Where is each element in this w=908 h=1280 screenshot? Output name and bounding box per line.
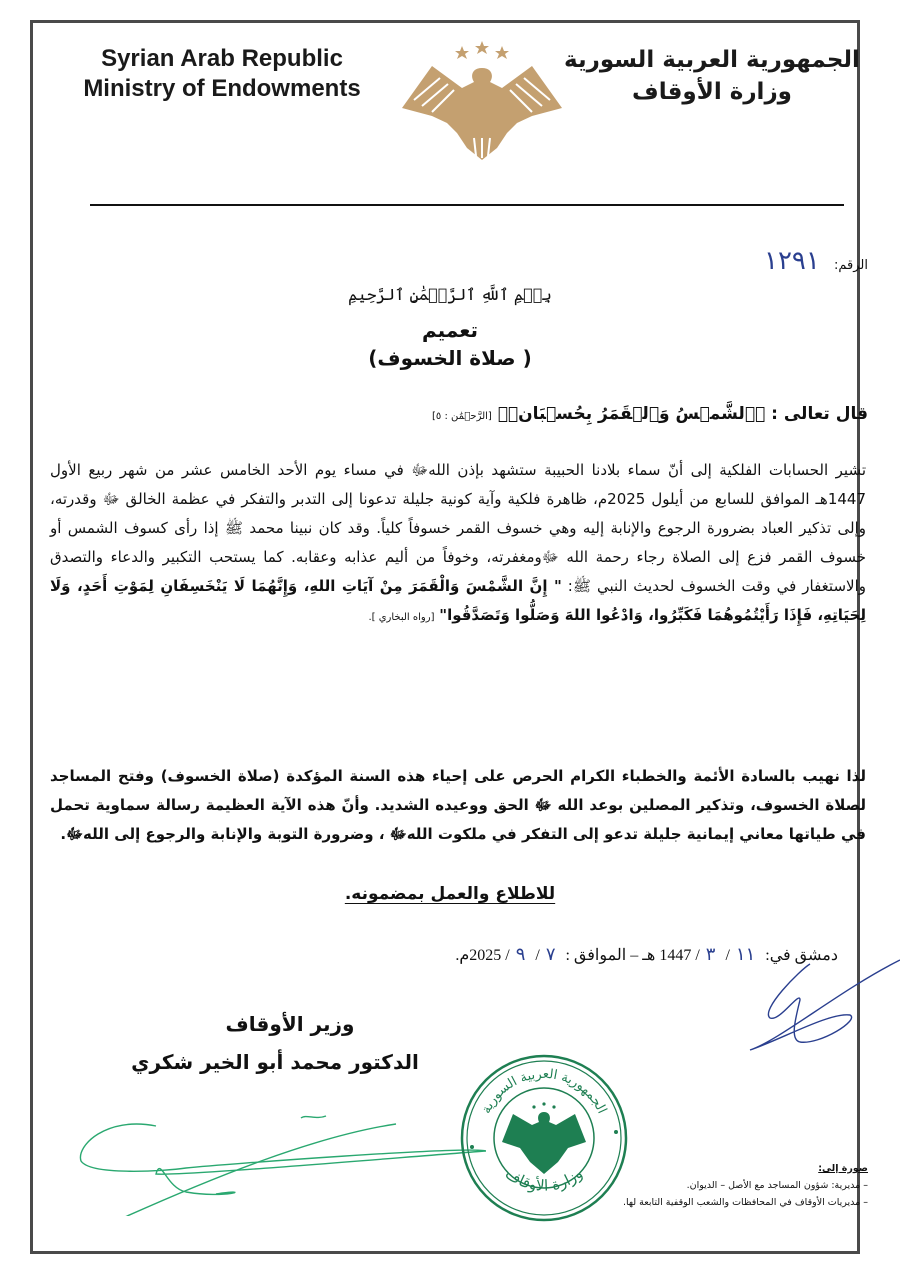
star-icon xyxy=(455,46,469,59)
carbon-copy-list xyxy=(623,1160,868,1211)
hijri-month: ٣ xyxy=(705,944,716,965)
gregorian-day: ٧ xyxy=(545,944,556,965)
gregorian-month: ٩ xyxy=(515,944,526,965)
handwritten-signature-blue xyxy=(740,950,900,1060)
paragraph-text: تشير الحسابات الفلكية إلى أنّ سماء بلادنا الحبيبة ستشهد بإذن اللهﷻ في مساء يوم الأحد الخامس عشر من شهر ربيع الأول 1447هـ الموافق للسابع من أيلول 2025م، ظاهرة فلكية وآية كونية جليلة تدعونا إلى التدبر والتفكر في عظمة الخالق ﷻ وقدرته، وإلى تذكير العباد بضرورة الرجوع والإنابة إليه وهي خسوف القمر خسوفاً كلياً. وقد كان نبينا محمد ﷺ إذا رأى كسوف الشمس أو خسوف القمر فزع إلى الصلاة رجاء رحمة الله ﷻومغفرته، وخوفاً من أليم عذابه وعقابه. كما يستحب التكبير والدعاء والتصدق والاستغفار في وقت الخسوف لحديث النبي ﷺ: xyxy=(50,461,866,595)
document-title: تعميم xyxy=(421,318,479,342)
star-icon xyxy=(495,46,509,59)
cc-item: – مديريات الأوقاف في المحافظات والشعب الوقفية التابعة لها. xyxy=(622,1197,868,1208)
verse-text: ﴿ٱلشَّمۡسُ وَٱلۡقَمَرُ بِحُسۡبَانٖ﴾ xyxy=(497,404,766,424)
date-separator: – الموافق : xyxy=(565,947,639,964)
hadith-quote: " إِنَّ الشَّمْسَ وَالْقَمَرَ مِنْ آيَاتِ اللهِ، وَإِنَّهُمَا لَا يَنْخَسِفَانِ لِمَوْتِ أَحَدٍ، وَلَا لِحَيَاتِهِ، فَإِذَا رَأَيْتُمُوهُمَا فَكَبِّرُوا، وَادْعُوا اللهَ وَصَلُّوا وَتَصَدَّقُوا" xyxy=(50,577,866,624)
svg-text:الجمهورية العربية السورية xyxy=(479,1067,609,1116)
ministry-seal-stamp xyxy=(458,1052,630,1224)
verse-intro: قال تعالى : xyxy=(771,404,868,424)
date-prefix: دمشق في: xyxy=(765,947,838,964)
handwritten-signature-green xyxy=(66,1096,486,1216)
golden-eagle-emblem-icon xyxy=(392,38,572,163)
document-subtitle: ( صلاة الخسوف) xyxy=(368,346,532,370)
date-line: دمشق في: ١١/ ٣/ 1447 هـ – الموافق : ٧/ ٩/ 2025م. xyxy=(455,944,838,965)
reference-value: ١٢٩١ xyxy=(764,246,820,276)
closing-line: للاطلاع والعمل بمضمونه. xyxy=(344,884,556,904)
basmala: بِسۡمِ ٱللَّهِ ٱلرَّحۡمَٰنِ ٱلرَّحِيمِ xyxy=(348,285,552,304)
hijri-day: ١١ xyxy=(735,944,756,965)
quran-verse xyxy=(268,404,868,424)
seal-top-text: الجمهورية العربية السورية xyxy=(478,1066,610,1117)
paragraph-instructions: لذا نهيب بالسادة الأئمة والخطباء الكرام الحرص على إحياء هذه السنة المؤكدة (صلاة الخسوف) وفتح المساجد لصلاة الخسوف، وتذكير المصلين بوعد الله ﷻ الحق ووعيده الشديد. وأنّ هذه الآية العظيمة رسالة سماوية تحمل في طياتها معاني إيمانية جليلة تدعو إلى التفكر في ملكوت اللهﷻ ، وضرورة التوبة والإنابة والرجوع إلى اللهﷻ. xyxy=(50,767,866,843)
seal-bottom-text: وزارة الأوقاف xyxy=(502,1164,586,1195)
arabic-letterhead xyxy=(552,44,872,108)
english-ministry-name: Ministry of Endowments xyxy=(83,75,361,102)
cc-title: صورة إلى: xyxy=(818,1163,868,1174)
signatory-name: الدكتور محمد أبو الخير شكري xyxy=(131,1050,419,1074)
cc-item: – مديرية: شؤون المساجد مع الأصل – الديوان. xyxy=(686,1180,868,1191)
reference-label: الرقم: xyxy=(834,258,868,273)
signatory-title: وزير الأوقاف xyxy=(225,1012,355,1036)
star-icon xyxy=(475,41,489,54)
arabic-country-name: الجمهورية العربية السورية xyxy=(564,47,860,73)
hijri-year: 1447 هـ xyxy=(642,947,692,964)
seal-eagle-icon xyxy=(502,1102,586,1174)
gregorian-year: 2025م. xyxy=(455,947,502,964)
header-divider xyxy=(90,204,844,206)
paragraph-announcement xyxy=(50,456,866,632)
verse-source: [الرَّحۡمَٰن : ٥] xyxy=(431,411,492,422)
reference-number xyxy=(764,246,868,276)
hadith-source: [رواه البخاري ]. xyxy=(368,612,435,623)
english-letterhead xyxy=(62,44,382,104)
english-country-name: Syrian Arab Republic xyxy=(101,45,343,72)
arabic-ministry-name: وزارة الأوقاف xyxy=(632,79,792,105)
